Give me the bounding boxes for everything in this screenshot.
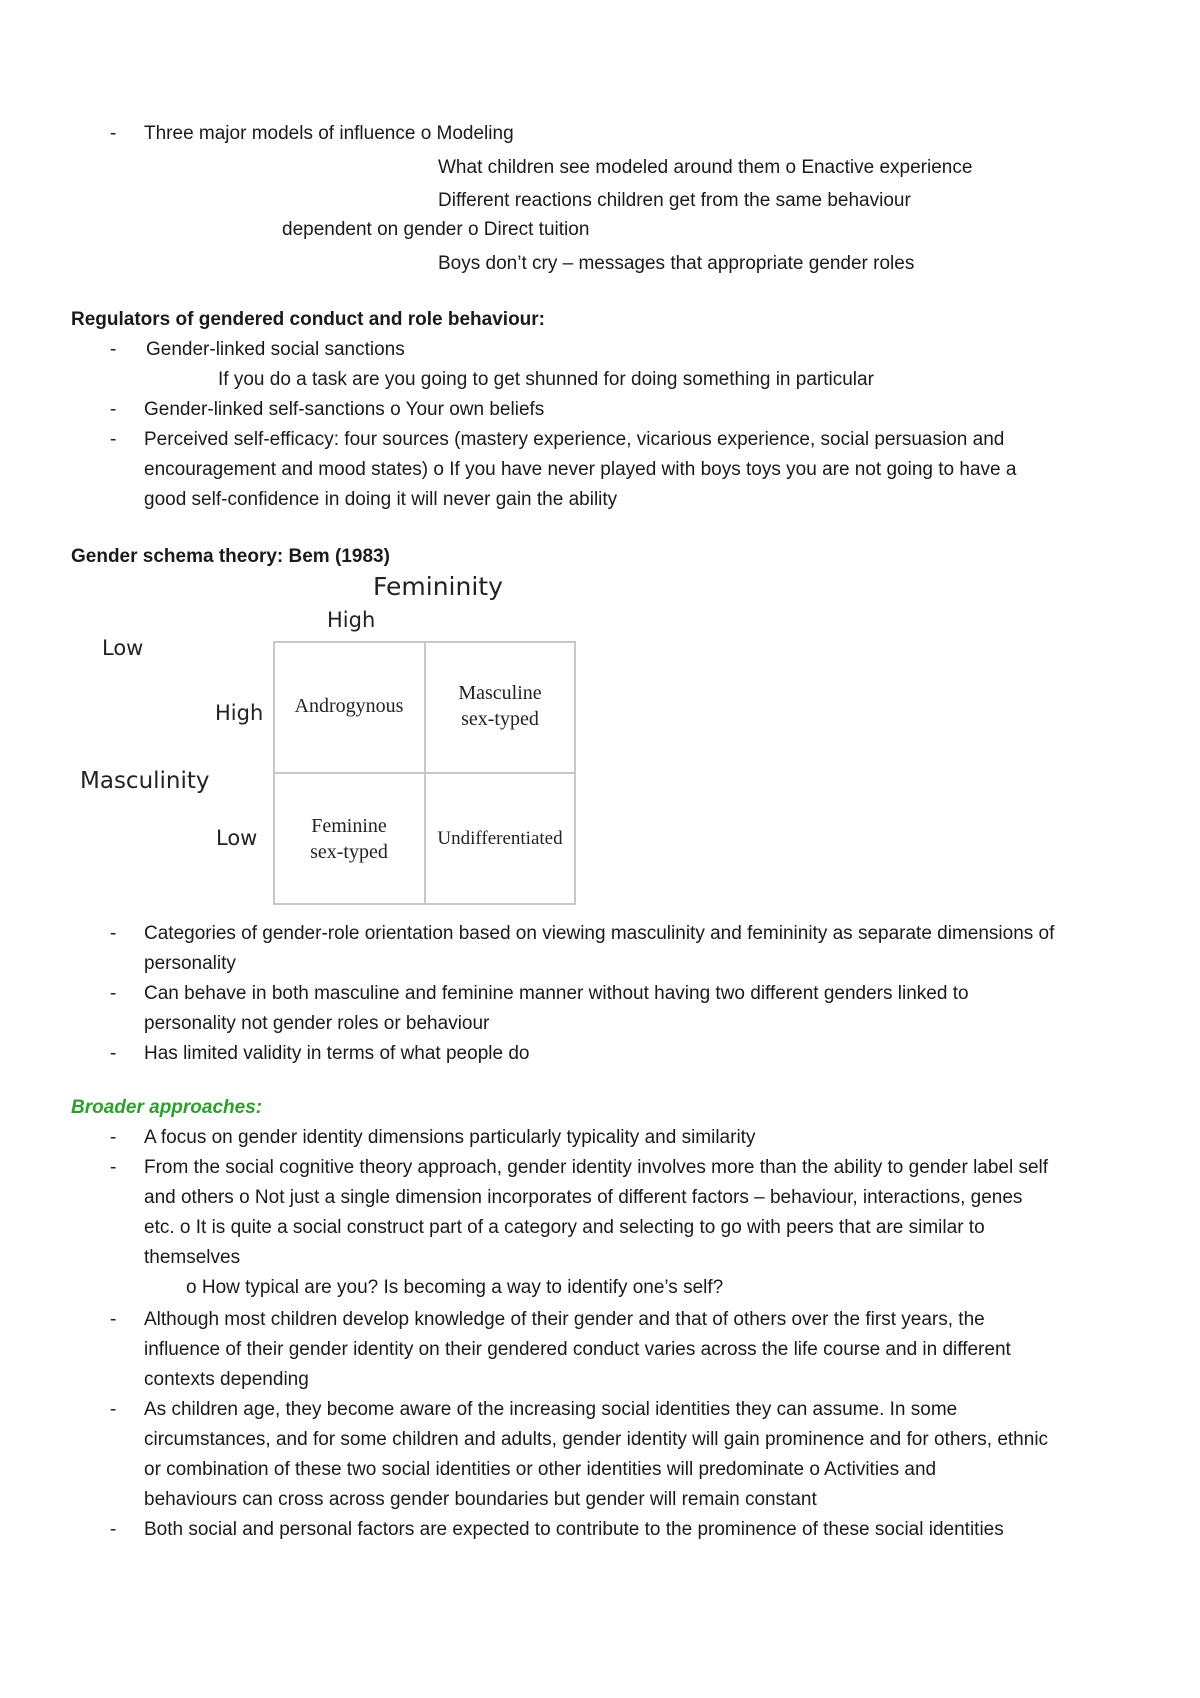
- femininity-label: Femininity: [373, 572, 503, 601]
- models-line-4: dependent on gender o Direct tuition: [282, 219, 590, 240]
- cell-masculine-line-1: Masculine: [458, 682, 542, 704]
- models-line-1: Three major models of influence o Modeling: [144, 123, 514, 144]
- broader-bullet-4b: circumstances, and for some children and adults, gender identity will gain prominence and for others, ethnic: [144, 1429, 1049, 1450]
- regulators-heading: Regulators of gendered conduct and role behaviour:: [71, 309, 545, 330]
- masculinity-low-label: Low: [216, 826, 258, 850]
- schema-bullet-2b: personality not gender roles or behaviour: [144, 1013, 490, 1034]
- cell-androgynous-text: Androgynous: [294, 695, 404, 717]
- broader-heading: Broader approaches:: [71, 1097, 263, 1118]
- cell-feminine-line-1: Feminine: [311, 815, 387, 837]
- schema-bullet-1b: personality: [144, 953, 236, 974]
- broader-bullet-1: A focus on gender identity dimensions particularly typicality and similarity: [144, 1127, 756, 1148]
- regulators-line-4: Perceived self-efficacy: four sources (mastery experience, vicarious experience, social persuasion and: [144, 429, 1005, 450]
- grid-divider-horizontal: [273, 772, 576, 774]
- femininity-high-label: High: [327, 608, 376, 632]
- regulators-line-6: good self-confidence in doing it will never gain the ability: [144, 489, 618, 510]
- regulators-line-5: encouragement and mood states) o If you have never played with boys toys you are not going to have a: [144, 459, 1017, 480]
- cell-undifferentiated: [426, 826, 574, 852]
- cell-undifferentiated-text: Undifferentiated: [437, 828, 563, 849]
- broader-bullet-4a: As children age, they become aware of the increasing social identities they can assume. In some: [144, 1399, 958, 1420]
- schema-bullet-1a: Categories of gender-role orientation based on viewing masculinity and femininity as separate dimensions of: [144, 923, 1055, 944]
- bullet-dash: -: [110, 1127, 117, 1148]
- models-line-3: Different reactions children get from the same behaviour: [438, 190, 911, 211]
- regulators-line-2: If you do a task are you going to get shunned for doing something in particular: [218, 369, 874, 390]
- bullet-dash: -: [110, 399, 117, 420]
- bullet-dash: -: [110, 339, 117, 360]
- broader-bullet-5: Both social and personal factors are expected to contribute to the prominence of these social identities: [144, 1519, 1004, 1540]
- broader-bullet-2a: From the social cognitive theory approach, gender identity involves more than the ability to gender label self: [144, 1157, 1049, 1178]
- bullet-dash: -: [110, 1043, 117, 1064]
- bullet-dash: -: [110, 983, 117, 1004]
- broader-bullet-4c: or combination of these two social identities or other identities will predominate o Activities and: [144, 1459, 937, 1480]
- cell-masculine-sex-typed: [426, 680, 574, 732]
- broader-bullet-2e: o How typical are you? Is becoming a way to identify one’s self?: [186, 1277, 724, 1298]
- schema-bullet-3: Has limited validity in terms of what people do: [144, 1043, 530, 1064]
- schema-bullet-2a: Can behave in both masculine and feminine manner without having two different genders linked to: [144, 983, 969, 1004]
- femininity-low-label: Low: [102, 636, 144, 660]
- schema-heading: Gender schema theory: Bem (1983): [71, 546, 390, 567]
- broader-bullet-4d: behaviours can cross across gender boundaries but gender will remain constant: [144, 1489, 817, 1510]
- broader-bullet-2d: themselves: [144, 1247, 241, 1268]
- models-line-2: What children see modeled around them o Enactive experience: [438, 157, 973, 178]
- cell-feminine-line-2: sex-typed: [310, 841, 388, 863]
- bullet-dash: -: [110, 923, 117, 944]
- broader-bullet-3c: contexts depending: [144, 1369, 309, 1390]
- bullet-dash: -: [110, 1309, 117, 1330]
- bullet-dash: -: [110, 1157, 117, 1178]
- masculinity-high-label: High: [215, 701, 264, 725]
- bullet-dash: -: [110, 1399, 117, 1420]
- bullet-dash: -: [110, 1519, 117, 1540]
- bullet-dash: -: [110, 429, 117, 450]
- broader-bullet-2b: and others o Not just a single dimension incorporates of different factors – behaviour, interactions, genes: [144, 1187, 1023, 1208]
- cell-feminine-sex-typed: [275, 813, 423, 865]
- cell-masculine-line-2: sex-typed: [461, 708, 539, 730]
- cell-androgynous: [275, 693, 423, 719]
- regulators-line-1: Gender-linked social sanctions: [146, 339, 405, 360]
- broader-bullet-3a: Although most children develop knowledge of their gender and that of others over the first years, the: [144, 1309, 985, 1330]
- models-line-5: Boys don’t cry – messages that appropriate gender roles: [438, 253, 915, 274]
- masculinity-label: Masculinity: [80, 768, 210, 794]
- broader-bullet-2c: etc. o It is quite a social construct part of a category and selecting to go with peers that are similar to: [144, 1217, 985, 1238]
- broader-bullet-3b: influence of their gender identity on their gendered conduct varies across the life course and in different: [144, 1339, 1011, 1360]
- bullet-dash: -: [110, 123, 117, 144]
- regulators-line-3: Gender-linked self-sanctions o Your own beliefs: [144, 399, 545, 420]
